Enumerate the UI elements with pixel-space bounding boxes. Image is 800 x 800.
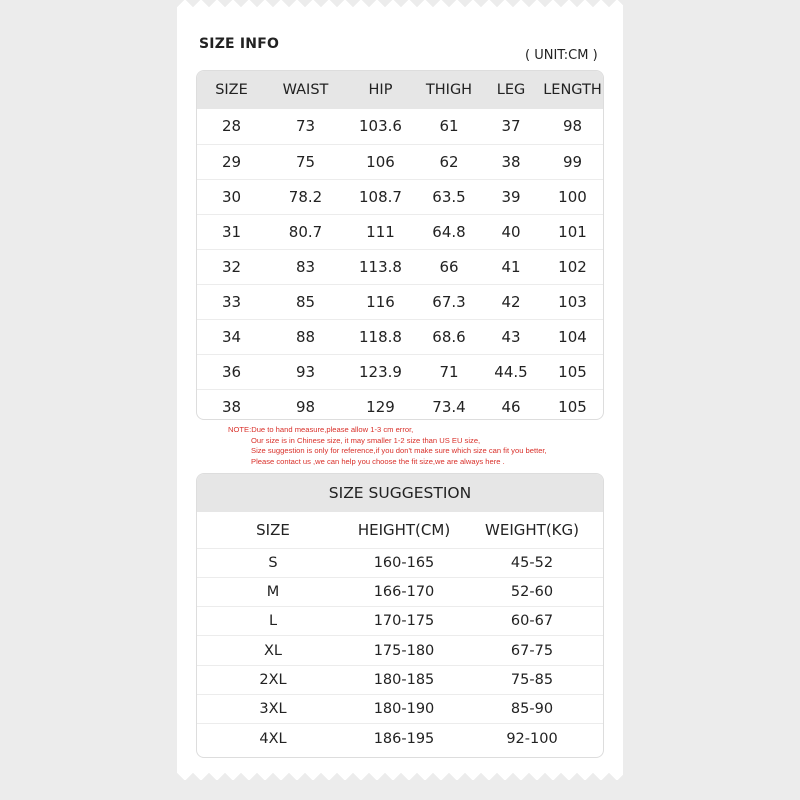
table-cell: 100 <box>540 179 604 214</box>
table-cell: 101 <box>540 214 604 249</box>
table-cell: XL <box>197 636 349 665</box>
column-header: LEG <box>496 82 526 98</box>
table-row <box>197 284 604 319</box>
table-cell: 66 <box>416 249 482 284</box>
table-cell: 64.8 <box>416 214 482 249</box>
table-row <box>197 214 604 249</box>
table-cell: 41 <box>482 249 540 284</box>
table-cell: 4XL <box>197 724 349 753</box>
table-cell: 108.7 <box>345 179 416 214</box>
column-header: WEIGHT(KG) <box>485 520 579 539</box>
note-line: Size suggestion is only for reference,if you don't make sure which size can fit you better, <box>251 446 547 456</box>
table-cell: 75-85 <box>459 665 604 694</box>
table-cell: 102 <box>540 249 604 284</box>
column-header: THIGH <box>425 82 473 98</box>
measurement-note <box>228 425 608 467</box>
size-info-title: SIZE INFO <box>199 36 280 52</box>
table-row <box>197 665 604 694</box>
table-cell: 73 <box>295 117 316 136</box>
table-row <box>197 577 604 606</box>
table-cell: 113.8 <box>345 249 416 284</box>
table-cell: 78.2 <box>266 179 345 214</box>
table-cell: 32 <box>197 249 266 284</box>
table-cell: 106 <box>345 144 416 179</box>
size-suggestion-table <box>197 512 604 753</box>
table-cell: 123.9 <box>345 354 416 389</box>
table-cell: 80.7 <box>266 214 345 249</box>
column-header: HIP <box>368 82 393 98</box>
table-cell: 67-75 <box>459 636 604 665</box>
table-cell: 92-100 <box>459 724 604 753</box>
table-cell: 103 <box>540 284 604 319</box>
torn-edge-bottom <box>177 770 623 780</box>
table-cell: 111 <box>345 214 416 249</box>
table-cell: 99 <box>540 144 604 179</box>
table-cell: 28 <box>221 117 242 136</box>
table-cell: 37 <box>501 117 521 136</box>
size-info-card <box>196 70 604 420</box>
table-row <box>197 354 604 389</box>
table-cell: 88 <box>266 319 345 354</box>
table-row <box>197 636 604 665</box>
table-cell: 2XL <box>197 665 349 694</box>
table-cell: 105 <box>540 389 604 420</box>
column-header: WAIST <box>282 82 329 98</box>
table-cell: 85-90 <box>459 694 604 723</box>
table-cell: 38 <box>197 389 266 420</box>
table-cell: L <box>197 607 349 636</box>
table-cell: 39 <box>482 179 540 214</box>
note-line: Please contact us ,we can help you choose the fit size,we are always here . <box>251 456 505 466</box>
bottom-margin <box>177 780 623 800</box>
table-cell: 67.3 <box>416 284 482 319</box>
table-cell: 73.4 <box>416 389 482 420</box>
table-cell: 71 <box>416 354 482 389</box>
table-cell: 38 <box>482 144 540 179</box>
table-cell: 63.5 <box>416 179 482 214</box>
torn-edge-top <box>177 0 623 10</box>
table-cell: 46 <box>482 389 540 420</box>
table-row <box>197 179 604 214</box>
table-cell: S <box>197 548 349 577</box>
table-cell: 93 <box>266 354 345 389</box>
table-cell: 85 <box>266 284 345 319</box>
column-header: HEIGHT(CM) <box>357 520 451 539</box>
table-cell: 40 <box>482 214 540 249</box>
table-row <box>197 144 604 179</box>
size-suggestion-card <box>196 473 604 758</box>
note-line: Our size is in Chinese size, it may smaller 1-2 size than US EU size, <box>251 435 481 445</box>
table-cell: 160-165 <box>349 548 459 577</box>
table-cell: 61 <box>439 117 459 136</box>
table-row <box>197 109 604 144</box>
table-cell: M <box>197 577 349 606</box>
table-cell: 105 <box>540 354 604 389</box>
table-cell: 43 <box>482 319 540 354</box>
column-header: SIZE <box>215 82 248 98</box>
table-row <box>197 607 604 636</box>
table-cell: 98 <box>266 389 345 420</box>
table-cell: 180-185 <box>349 665 459 694</box>
size-suggestion-title: SIZE SUGGESTION <box>197 474 603 512</box>
table-cell: 30 <box>197 179 266 214</box>
table-cell: 166-170 <box>349 577 459 606</box>
table-cell: 116 <box>345 284 416 319</box>
table-row <box>197 389 604 420</box>
column-header: SIZE <box>256 520 290 539</box>
table-cell: 52-60 <box>459 577 604 606</box>
table-cell: 36 <box>197 354 266 389</box>
table-cell: 29 <box>197 144 266 179</box>
table-cell: 83 <box>266 249 345 284</box>
unit-label: ( UNIT:CM ) <box>525 48 598 63</box>
table-row <box>197 694 604 723</box>
note-line: NOTE:Due to hand measure,please allow 1-3 cm error, <box>228 425 414 434</box>
table-cell: 180-190 <box>349 694 459 723</box>
table-cell: 175-180 <box>349 636 459 665</box>
table-cell: 68.6 <box>416 319 482 354</box>
table-cell: 170-175 <box>349 607 459 636</box>
table-row <box>197 548 604 577</box>
table-cell: 42 <box>482 284 540 319</box>
size-info-header-row <box>197 71 604 109</box>
table-cell: 118.8 <box>345 319 416 354</box>
table-cell: 104 <box>540 319 604 354</box>
column-header: LENGTH <box>543 82 602 98</box>
table-cell: 75 <box>266 144 345 179</box>
size-suggestion-header-row <box>197 512 604 548</box>
table-row <box>197 249 604 284</box>
table-cell: 45-52 <box>459 548 604 577</box>
table-cell: 44.5 <box>482 354 540 389</box>
table-cell: 34 <box>197 319 266 354</box>
table-cell: 98 <box>562 117 583 136</box>
table-row <box>197 724 604 753</box>
table-cell: 62 <box>416 144 482 179</box>
table-row <box>197 319 604 354</box>
table-cell: 31 <box>197 214 266 249</box>
table-cell: 129 <box>345 389 416 420</box>
table-cell: 186-195 <box>349 724 459 753</box>
table-cell: 103.6 <box>359 117 402 136</box>
table-cell: 33 <box>197 284 266 319</box>
table-cell: 60-67 <box>459 607 604 636</box>
table-cell: 3XL <box>197 694 349 723</box>
size-info-table <box>197 71 604 420</box>
